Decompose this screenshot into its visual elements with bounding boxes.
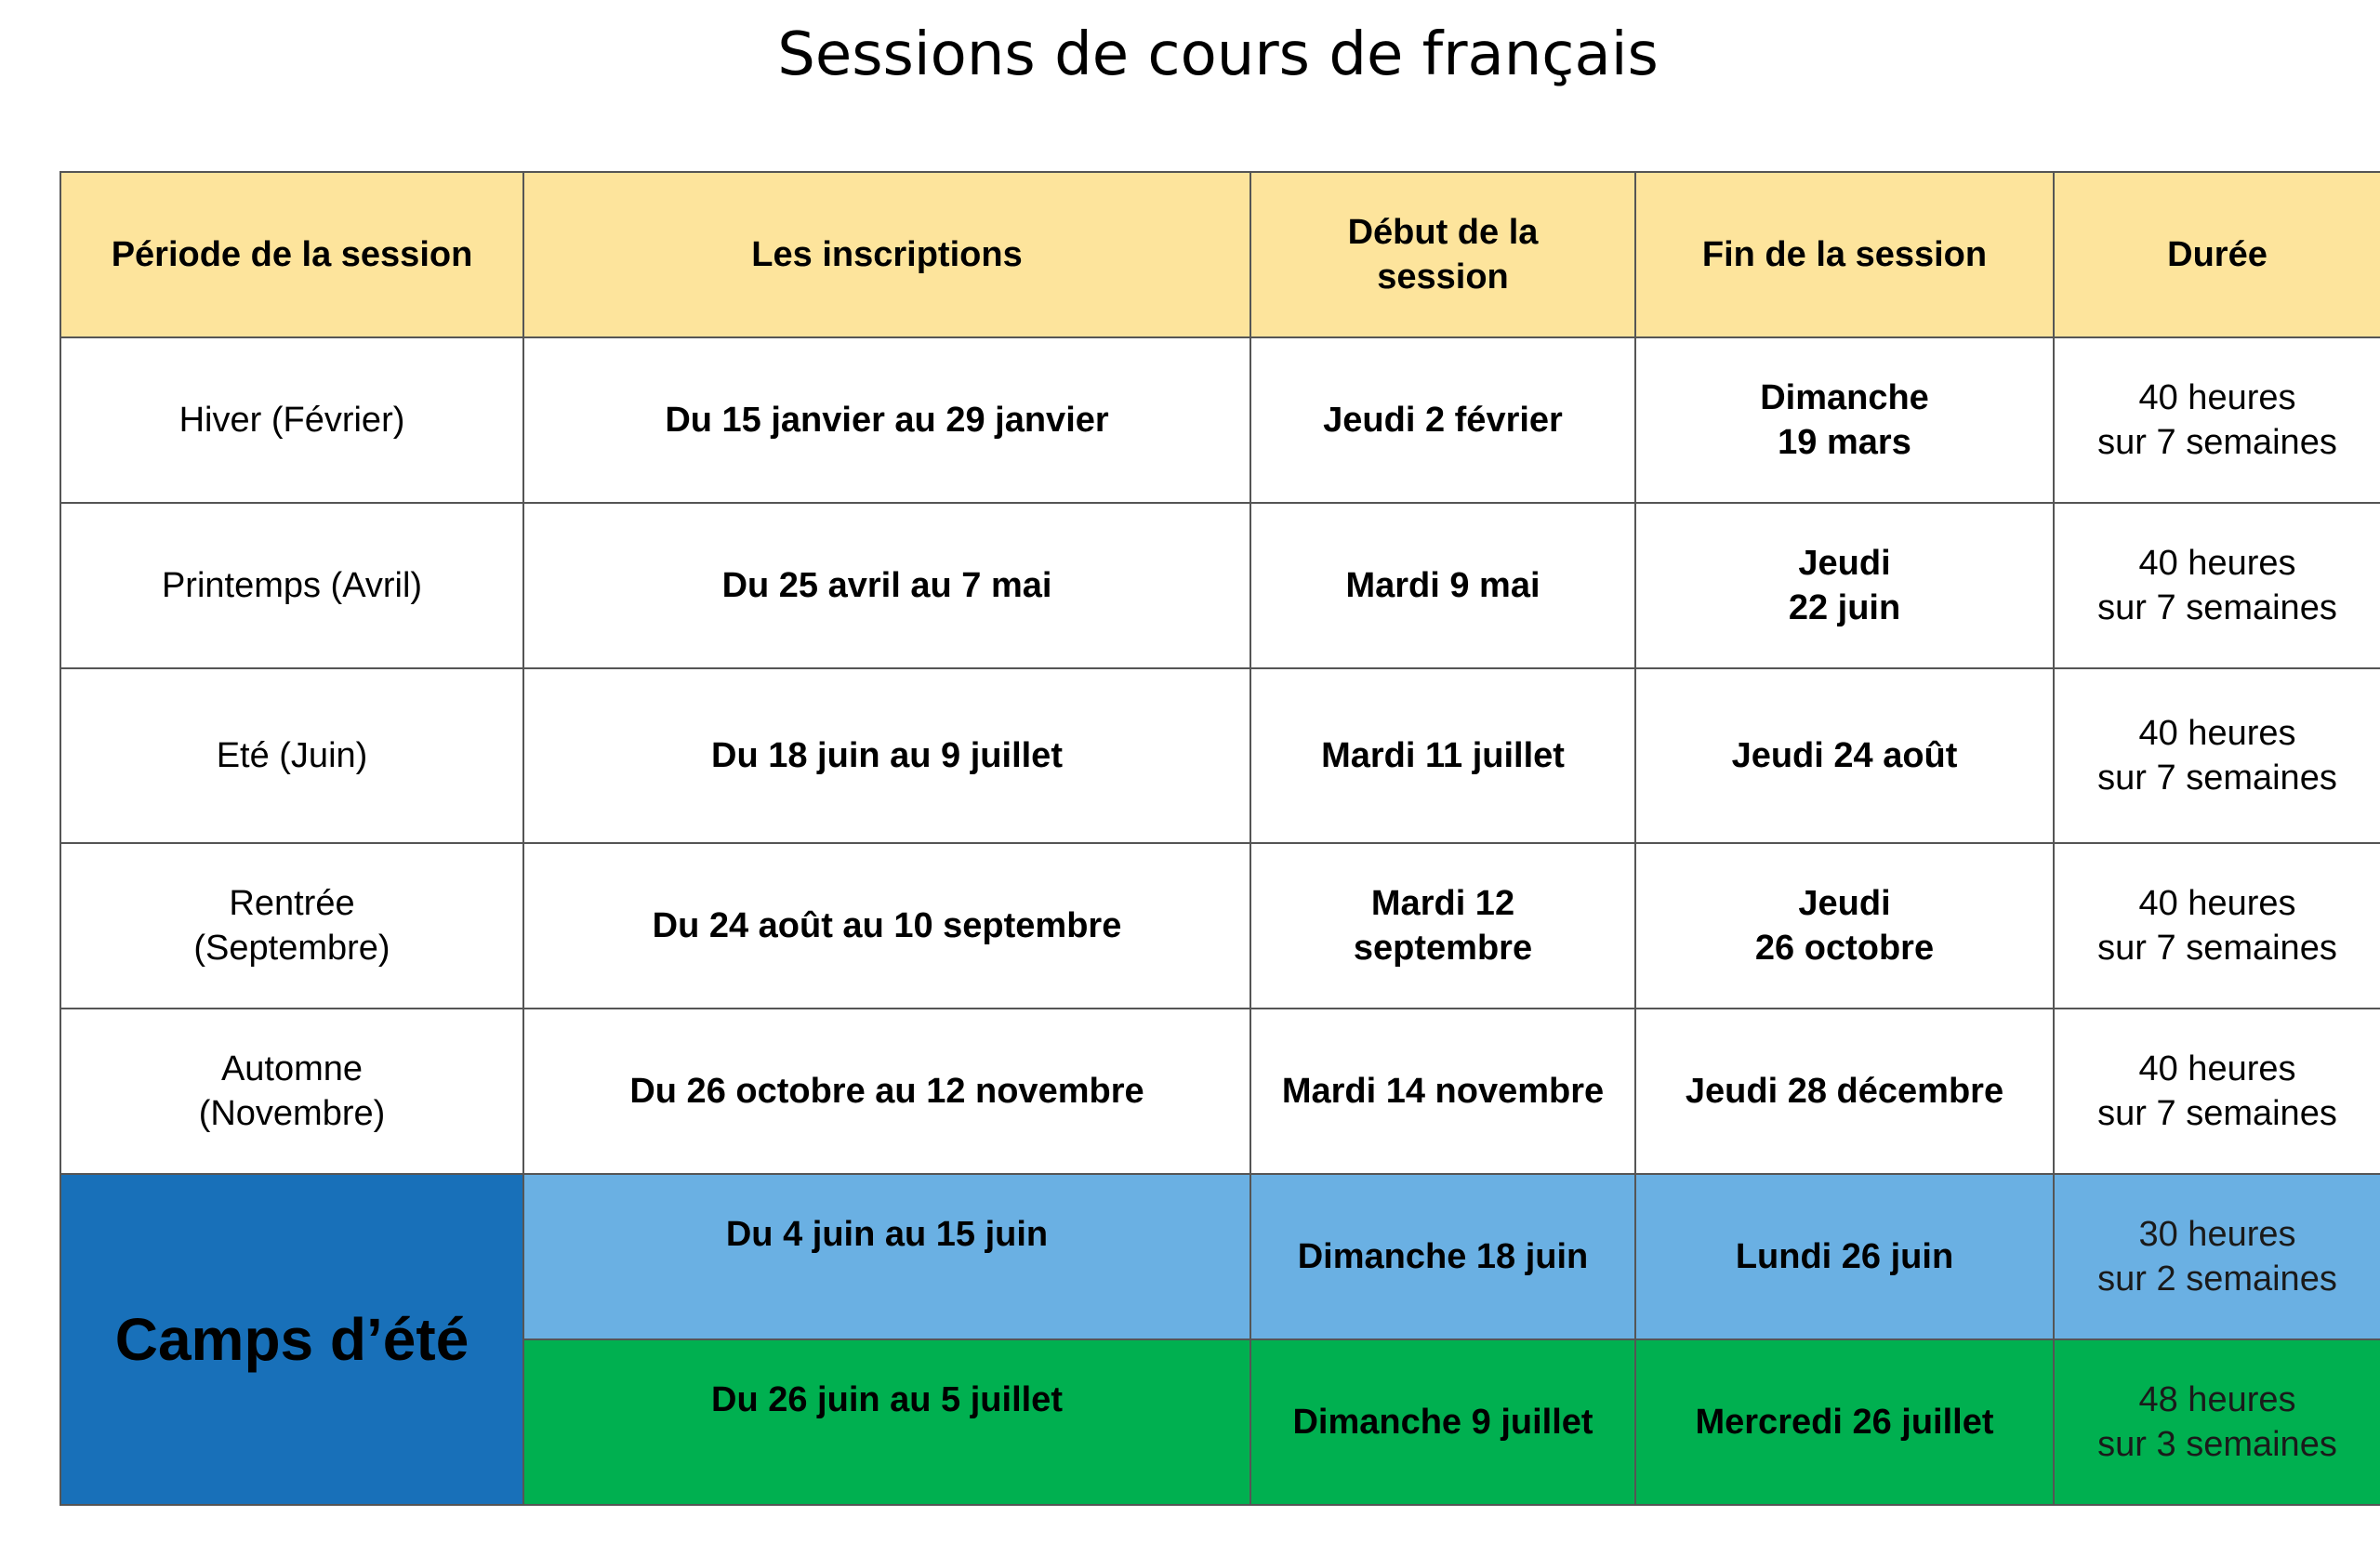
camp-start-cell: Dimanche 9 juillet xyxy=(1250,1339,1635,1505)
camp-label-cell: Camps d’été xyxy=(60,1174,523,1505)
camp-duration-cell xyxy=(2054,1339,2380,1505)
period-cell xyxy=(60,1009,523,1174)
table-row xyxy=(60,843,2380,1009)
end-cell xyxy=(1635,503,2054,668)
start-text-line2: septembre xyxy=(1353,929,1533,968)
period-text-line1: Automne xyxy=(220,1049,364,1088)
duration-weeks: sur 2 semaines xyxy=(2097,1259,2337,1299)
header-end: Fin de la session xyxy=(1635,172,2054,337)
end-text-line1: Jeudi xyxy=(1798,544,1891,583)
end-text: Jeudi 28 décembre xyxy=(1685,1072,2004,1111)
end-cell xyxy=(1635,668,2054,843)
end-text-line1: Jeudi xyxy=(1798,884,1891,923)
registration-cell: Du 24 août au 10 septembre xyxy=(523,843,1250,1009)
duration-weeks: sur 7 semaines xyxy=(2097,929,2337,968)
registration-cell: Du 15 janvier au 29 janvier xyxy=(523,337,1250,503)
page-title: Sessions de cours de français xyxy=(777,20,1659,89)
start-text: Jeudi 2 février xyxy=(1323,401,1563,440)
camp-duration-cell xyxy=(2054,1174,2380,1339)
end-text-line1: Jeudi 24 août xyxy=(1731,736,1958,775)
duration-hours: 40 heures xyxy=(2138,714,2296,753)
end-text-line1: Dimanche xyxy=(1760,378,1929,417)
duration-hours: 40 heures xyxy=(2138,884,2296,923)
duration-weeks: sur 7 semaines xyxy=(2097,1094,2337,1133)
start-cell xyxy=(1250,1009,1635,1174)
start-text: Mardi 11 juillet xyxy=(1321,736,1565,775)
end-text-line2: 22 juin xyxy=(1788,588,1901,627)
start-cell xyxy=(1250,337,1635,503)
start-cell xyxy=(1250,503,1635,668)
duration-weeks: sur 7 semaines xyxy=(2097,758,2337,798)
duration-hours: 40 heures xyxy=(2138,1049,2296,1088)
period-text-line2: (Septembre) xyxy=(193,929,390,968)
period-cell xyxy=(60,503,523,668)
registration-cell: Du 25 avril au 7 mai xyxy=(523,503,1250,668)
duration-cell xyxy=(2054,503,2380,668)
header-registration: Les inscriptions xyxy=(523,172,1250,337)
table-row xyxy=(60,337,2380,503)
duration-hours: 30 heures xyxy=(2138,1215,2296,1254)
duration-weeks: sur 3 semaines xyxy=(2097,1425,2337,1464)
duration-weeks: sur 7 semaines xyxy=(2097,423,2337,462)
header-start: Début de la session xyxy=(1250,172,1635,337)
duration-hours: 48 heures xyxy=(2138,1380,2296,1419)
start-text: Mardi 14 novembre xyxy=(1281,1072,1605,1111)
camp-end-cell: Mercredi 26 juillet xyxy=(1635,1339,2054,1505)
duration-hours: 40 heures xyxy=(2138,378,2296,417)
end-cell xyxy=(1635,337,2054,503)
end-cell xyxy=(1635,1009,2054,1174)
header-period: Période de la session xyxy=(60,172,523,337)
end-cell xyxy=(1635,843,2054,1009)
period-cell xyxy=(60,843,523,1009)
table-row xyxy=(60,503,2380,668)
table-row xyxy=(60,1009,2380,1174)
header-duration: Durée xyxy=(2054,172,2380,337)
duration-cell xyxy=(2054,337,2380,503)
registration-cell: Du 26 octobre au 12 novembre xyxy=(523,1009,1250,1174)
duration-hours: 40 heures xyxy=(2138,544,2296,583)
period-text: Printemps (Avril) xyxy=(161,566,423,605)
period-cell xyxy=(60,337,523,503)
start-text: Mardi 9 mai xyxy=(1345,566,1540,605)
camp-registration-cell: Du 4 juin au 15 juin xyxy=(523,1174,1250,1339)
end-text-line2: 26 octobre xyxy=(1754,929,1935,968)
period-text: Hiver (Février) xyxy=(178,401,405,440)
duration-cell xyxy=(2054,843,2380,1009)
header-row xyxy=(60,172,2380,337)
camp-start-cell: Dimanche 18 juin xyxy=(1250,1174,1635,1339)
table-row xyxy=(60,668,2380,843)
camp-end-cell: Lundi 26 juin xyxy=(1635,1174,2054,1339)
sessions-table xyxy=(60,171,2380,1506)
registration-cell: Du 18 juin au 9 juillet xyxy=(523,668,1250,843)
period-cell xyxy=(60,668,523,843)
start-cell xyxy=(1250,843,1635,1009)
camp-session-row xyxy=(60,1174,2380,1339)
period-text-line1: Rentrée xyxy=(229,884,355,923)
duration-cell xyxy=(2054,668,2380,843)
start-cell xyxy=(1250,668,1635,843)
duration-cell xyxy=(2054,1009,2380,1174)
camp-registration-cell: Du 26 juin au 5 juillet xyxy=(523,1339,1250,1505)
duration-weeks: sur 7 semaines xyxy=(2097,588,2337,627)
period-text: Eté (Juin) xyxy=(216,736,368,775)
end-text-line2: 19 mars xyxy=(1778,423,1911,462)
period-text-line2: (Novembre) xyxy=(198,1094,386,1133)
start-text-line1: Mardi 12 xyxy=(1370,884,1515,923)
